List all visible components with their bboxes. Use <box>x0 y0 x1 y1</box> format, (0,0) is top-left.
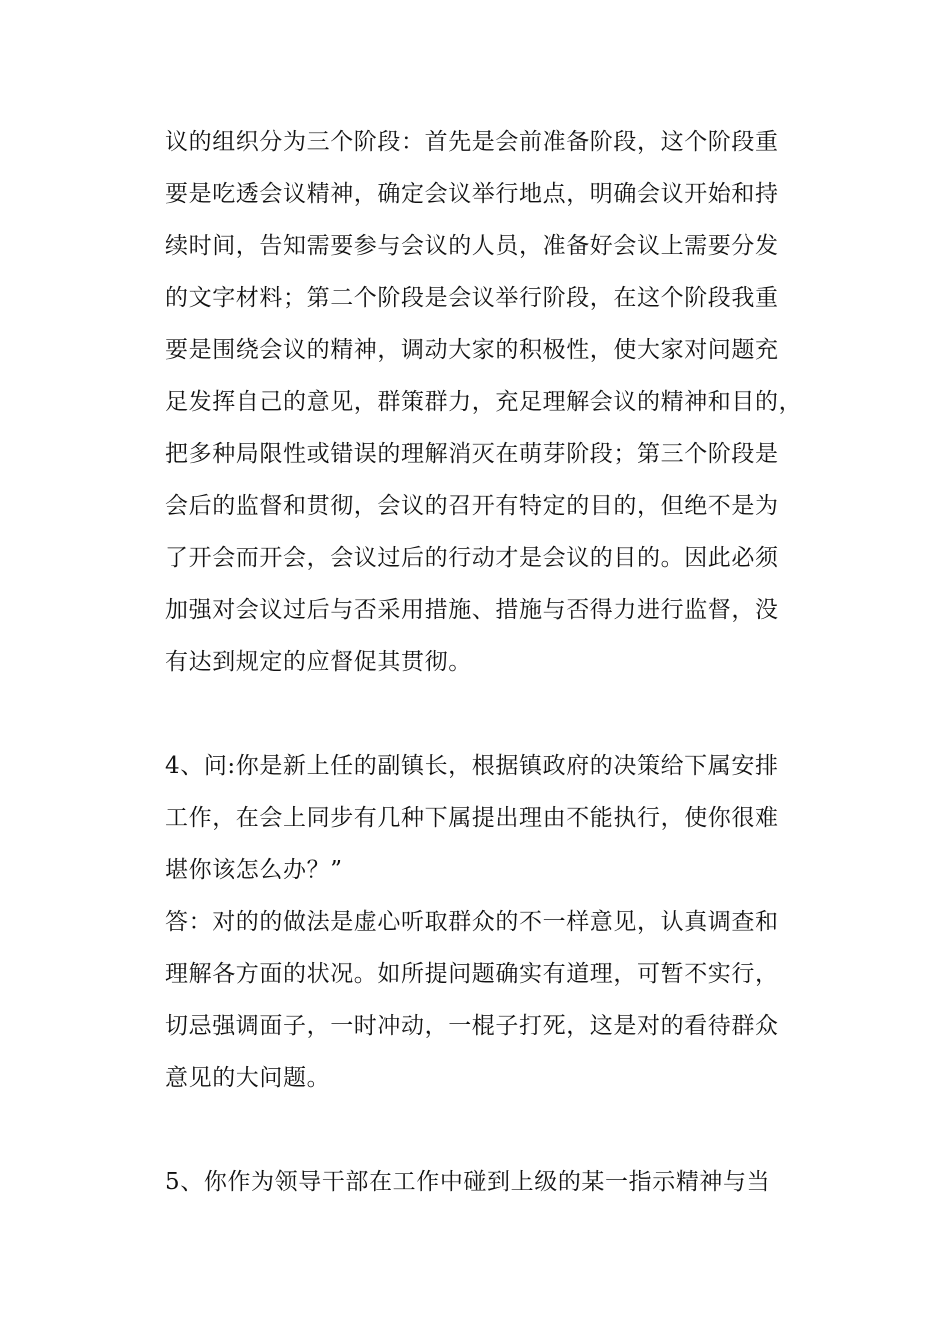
text-line: 会后的监督和贯彻，会议的召开有特定的目的，但绝不是为 <box>165 493 779 519</box>
text-line: 足发挥自己的意见，群策群力，充足理解会议的精神和目的， <box>165 389 803 415</box>
text-line: 的文字材料；第二个阶段是会议举行阶段，在这个阶段我重 <box>165 285 779 311</box>
answer-line: 切忌强调面子，一时冲动，一棍子打死，这是对的看待群众 <box>165 1013 779 1039</box>
question-line: 4、问:你是新上任的副镇长，根据镇政府的决策给下属安排 <box>165 753 779 779</box>
text-line: 了开会而开会，会议过后的行动才是会议的目的。因此必须 <box>165 545 779 571</box>
answer-line: 理解各方面的状况。如所提问题确实有道理，可暂不实行， <box>165 961 779 987</box>
text-line: 把多种局限性或错误的理解消灭在萌芽阶段；第三个阶段是 <box>165 441 779 467</box>
text-line: 议的组织分为三个阶段：首先是会前准备阶段，这个阶段重 <box>165 129 779 155</box>
question-line: 堪你该怎么办？” <box>165 857 343 883</box>
text-line: 有达到规定的应督促其贯彻。 <box>165 649 472 675</box>
question-line: 工作，在会上同步有几种下属提出理由不能执行，使你很难 <box>165 805 779 831</box>
text-line: 加强对会议过后与否采用措施、措施与否得力进行监督，没 <box>165 597 779 623</box>
text-line: 要是围绕会议的精神，调动大家的积极性，使大家对问题充 <box>165 337 779 363</box>
text-line: 要是吃透会议精神，确定会议举行地点，明确会议开始和持 <box>165 181 779 207</box>
answer-line: 意见的大问题。 <box>165 1065 331 1091</box>
question-line: 5、你作为领导干部在工作中碰到上级的某一指示精神与当 <box>165 1169 771 1195</box>
text-line: 续时间，告知需要参与会议的人员，准备好会议上需要分发 <box>165 233 779 259</box>
answer-line: 答：对的的做法是虚心听取群众的不一样意见，认真调查和 <box>165 909 779 935</box>
